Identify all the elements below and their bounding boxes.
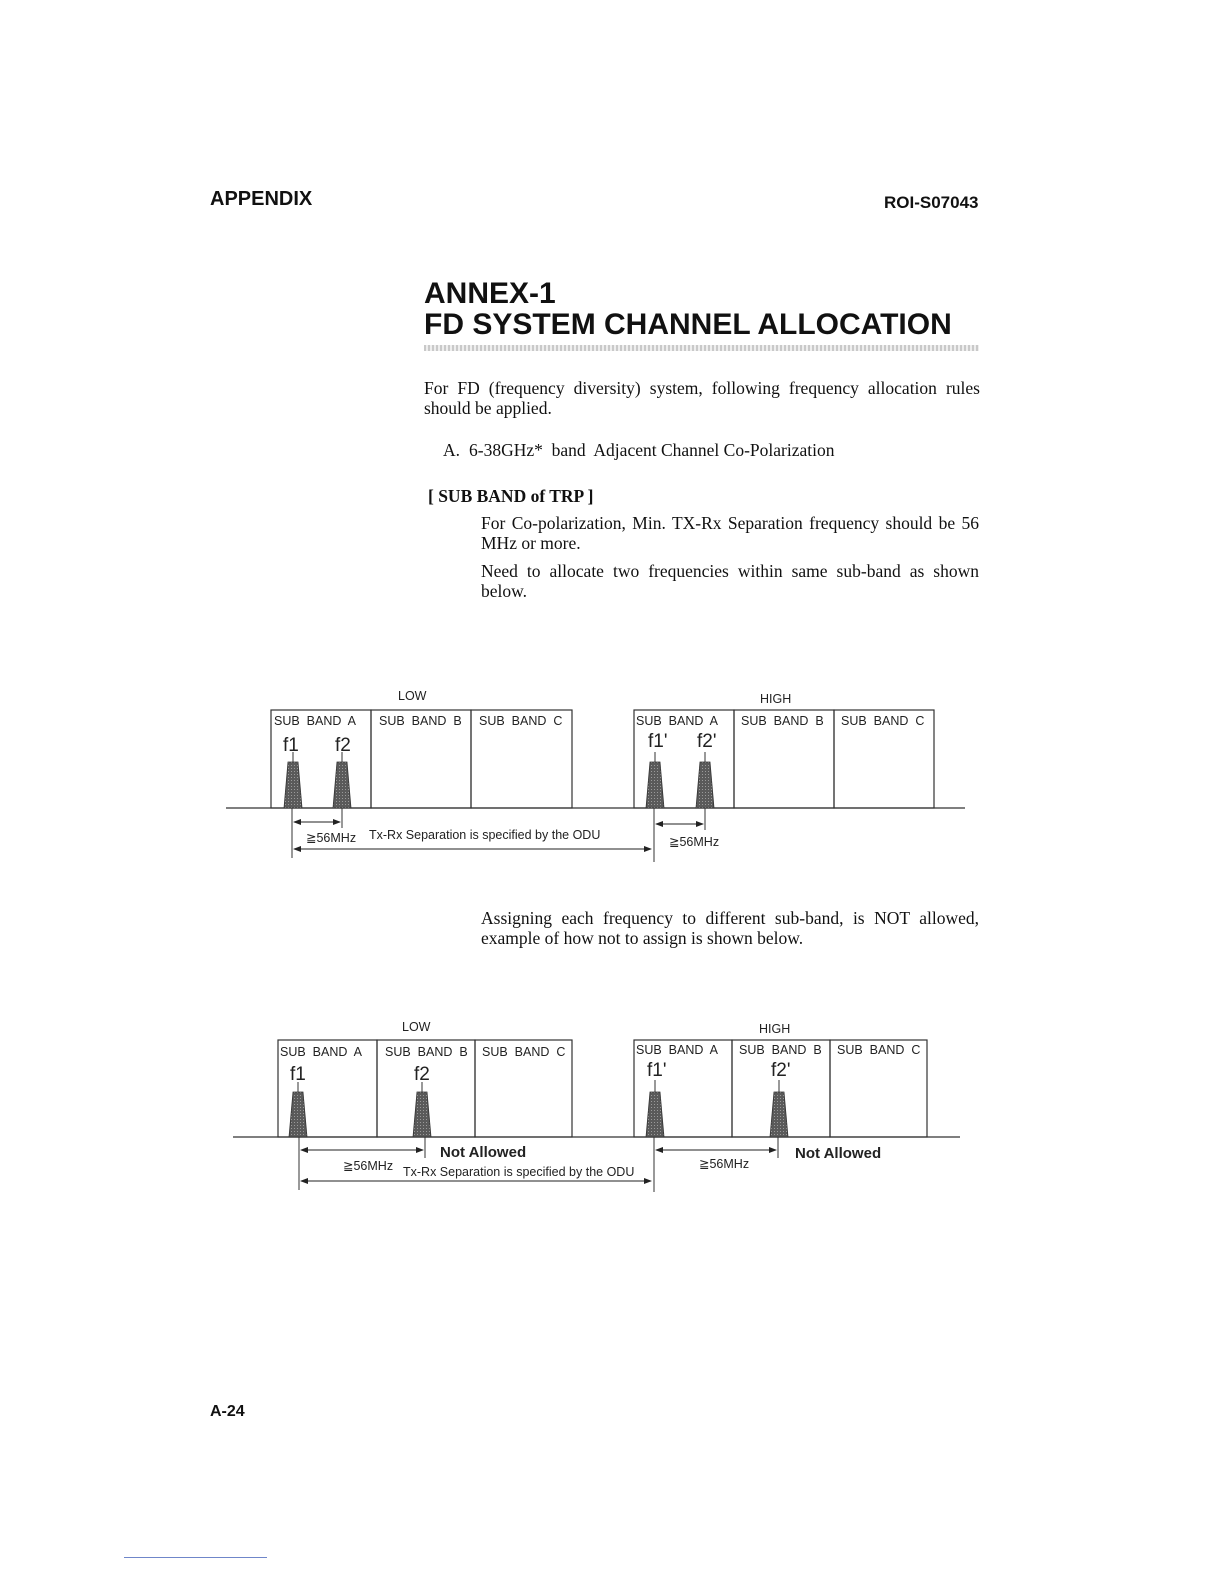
f2-prime-label: f2' [697, 731, 717, 752]
f1-label: f1 [290, 1064, 306, 1085]
f1-label: f1 [283, 735, 299, 756]
sub-heading: [ SUB BAND of TRP ] [428, 486, 594, 506]
low-sub-band-b: SUB BAND B [379, 714, 462, 728]
high-spacing-label: ≧56MHz [699, 1157, 750, 1171]
low-sub-band-a: SUB BAND A [280, 1045, 362, 1059]
low-sub-band-c: SUB BAND C [482, 1045, 566, 1059]
low-label: LOW [402, 1020, 431, 1034]
f2-prime-spectrum [696, 762, 714, 808]
high-sub-band-a: SUB BAND A [636, 714, 718, 728]
f1-prime-spectrum [646, 1092, 664, 1137]
footer-rule [124, 1557, 267, 1558]
spacing-label: ≧56MHz [306, 831, 357, 845]
low-sub-band-b: SUB BAND B [385, 1045, 468, 1059]
high-spacing-label: ≧56MHz [669, 835, 720, 849]
f2-prime-label: f2' [771, 1060, 791, 1081]
allowed-allocation-diagram [0, 680, 1224, 880]
high-label: HIGH [759, 1022, 791, 1036]
page-number: A-24 [210, 1403, 245, 1420]
not-allowed-high: Not Allowed [795, 1145, 882, 1162]
f1-spectrum [284, 762, 302, 808]
intro-paragraph: For FD (frequency diversity) system, following frequency allocation rules should be applied. [424, 378, 980, 418]
spacing-label: ≧56MHz [343, 1159, 394, 1173]
f2-label: f2 [414, 1064, 430, 1085]
paragraph-co-polarization: For Co-polarization, Min. TX-Rx Separation frequency should be 56 MHz or more. [481, 513, 979, 553]
list-item-letter: A. [443, 440, 461, 460]
f2-spectrum [333, 762, 351, 808]
header-appendix: APPENDIX [210, 188, 313, 210]
f2-label: f2 [335, 735, 351, 756]
list-item-a [443, 440, 834, 460]
high-sub-band-b: SUB BAND B [741, 714, 824, 728]
header-doc-id: ROI-S07043 [884, 193, 979, 212]
separation-label: Tx-Rx Separation is specified by the ODU [403, 1165, 635, 1179]
f1-prime-label: f1' [648, 731, 668, 752]
high-label: HIGH [760, 692, 792, 706]
f1-prime-label: f1' [647, 1060, 667, 1081]
high-sub-band-c: SUB BAND C [837, 1043, 921, 1057]
separation-label: Tx-Rx Separation is specified by the ODU [369, 828, 601, 842]
annex-subtitle: FD SYSTEM CHANNEL ALLOCATION [424, 308, 952, 341]
not-allowed-low: Not Allowed [440, 1144, 527, 1161]
not-allowed-allocation-diagram [0, 1012, 1224, 1212]
f1-prime-spectrum [646, 762, 664, 808]
low-sub-band-c: SUB BAND C [479, 714, 563, 728]
f2-prime-spectrum [770, 1092, 788, 1137]
low-label: LOW [398, 689, 427, 703]
high-sub-band-c: SUB BAND C [841, 714, 925, 728]
paragraph-not-allowed: Assigning each frequency to different sub-band, is NOT allowed, example of how not to assign is shown below. [481, 908, 979, 948]
low-sub-band-a: SUB BAND A [274, 714, 356, 728]
high-sub-band-b: SUB BAND B [739, 1043, 822, 1057]
f2-spectrum [413, 1092, 431, 1137]
title-rule [424, 345, 979, 351]
high-sub-band-a: SUB BAND A [636, 1043, 718, 1057]
f1-spectrum [289, 1092, 307, 1137]
annex-title: ANNEX-1 [424, 277, 556, 310]
paragraph-allocate: Need to allocate two frequencies within same sub-band as shown below. [481, 561, 979, 601]
list-item-text: 6-38GHz* band Adjacent Channel Co-Polarization [469, 440, 835, 460]
